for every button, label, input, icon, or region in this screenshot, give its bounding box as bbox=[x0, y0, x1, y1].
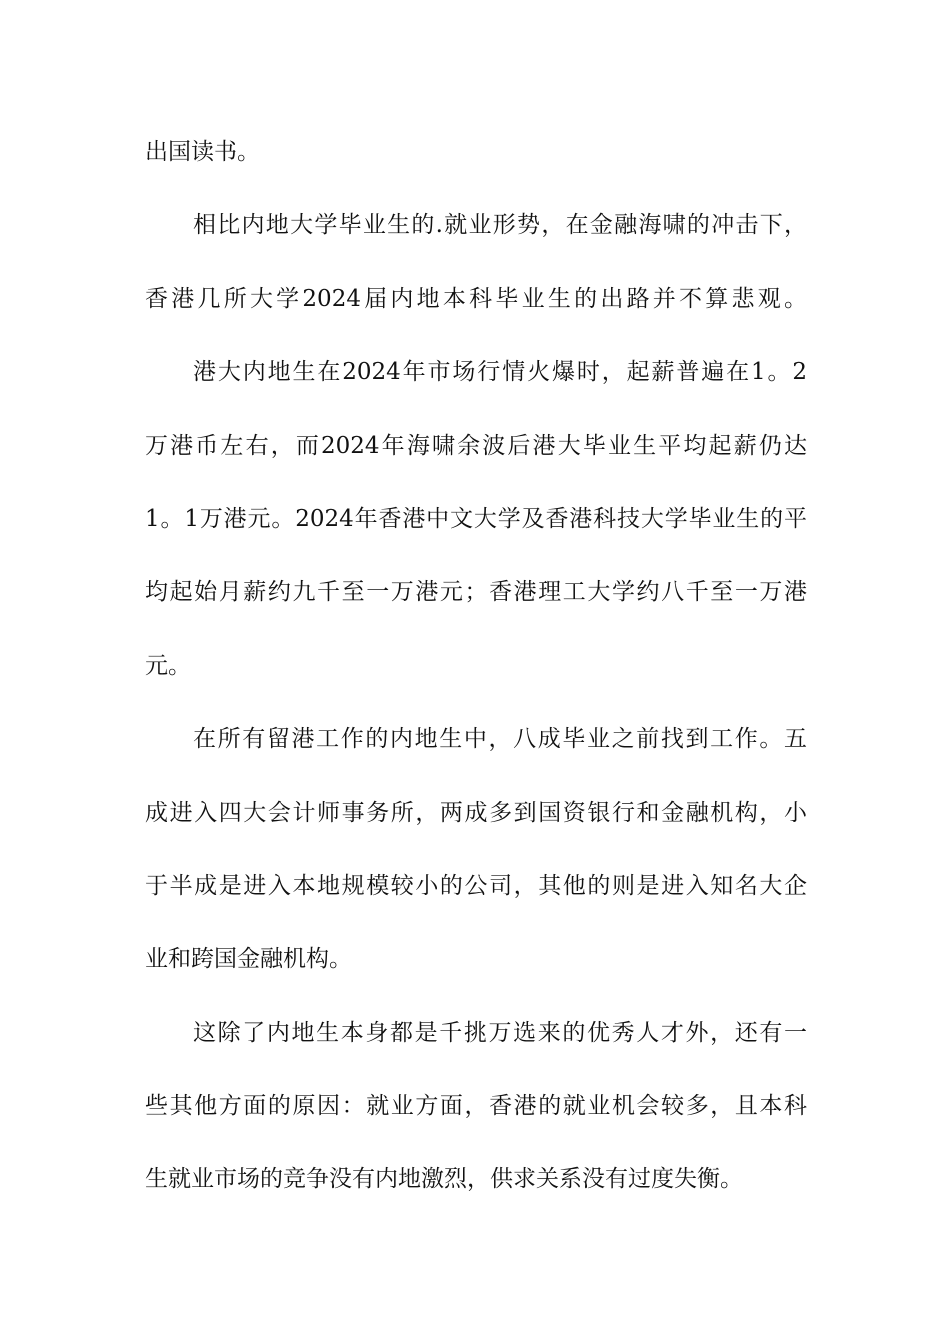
text-line: 在所有留港工作的内地生中，八成毕业之前找到工作。五 bbox=[193, 726, 807, 753]
text-line: 出国读书。 bbox=[145, 139, 260, 165]
text-line: 万港币左右，而2024年海啸余波后港大毕业生平均起薪仍达 bbox=[145, 432, 807, 459]
text-line: 均起始月薪约九千至一万港元；香港理工大学约八千至一万港 bbox=[145, 579, 807, 606]
text-line: 相比内地大学毕业生的.就业形势，在金融海啸的冲击下， bbox=[193, 212, 807, 239]
text-line: 业和跨国金融机构。 bbox=[145, 946, 352, 973]
text-line: 些其他方面的原因：就业方面，香港的就业机会较多，且本科 bbox=[145, 1093, 807, 1120]
text-line: 生就业市场的竞争没有内地激烈，供求关系没有过度失衡。 bbox=[145, 1166, 743, 1193]
document-body bbox=[145, 128, 807, 1229]
text-line: 港大内地生在2024年市场行情火爆时，起薪普遍在1。2 bbox=[193, 359, 807, 386]
text-line: 这除了内地生本身都是千挑万选来的优秀人才外，还有一 bbox=[193, 1019, 807, 1046]
text-line: 香港几所大学2024届内地本科毕业生的出路并不算悲观。 bbox=[145, 285, 807, 312]
text-line: 于半成是进入本地规模较小的公司，其他的则是进入知名大企 bbox=[145, 872, 807, 899]
text-line: 1。1万港元。2024年香港中文大学及香港科技大学毕业生的平 bbox=[145, 505, 807, 532]
text-line: 成进入四大会计师事务所，两成多到国资银行和金融机构，小 bbox=[145, 799, 807, 826]
text-line: 元。 bbox=[145, 652, 191, 679]
